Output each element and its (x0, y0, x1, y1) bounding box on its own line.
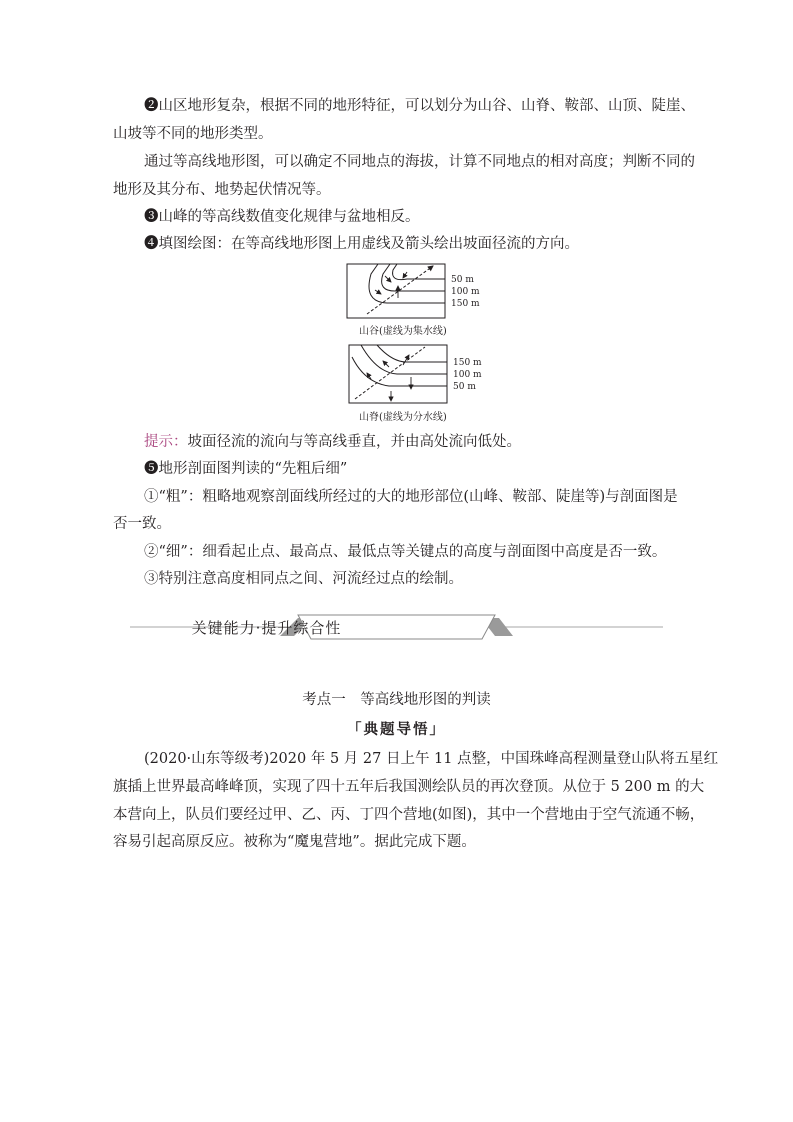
point-5: ❺地形剖面图判读的“先粗后细” (144, 461, 348, 477)
question-line-2: 旗插上世界最高峰峰顶，实现了四十五年后我国测绘队员的再次登顶。从位于 5 200 m 的大 (113, 779, 705, 795)
point-4: ❹填图绘图：在等高线地形图上用虚线及箭头绘出坡面径流的方向。 (144, 236, 579, 252)
valley-contour-diagram (345, 262, 485, 322)
point-2-line-4: 地形及其分布、地势起伏情况等。 (113, 182, 331, 198)
ridge-contour-100 (361, 345, 447, 374)
point-2-line-1: ❷山区地形复杂，根据不同的地形特征，可以划分为山谷、山脊、鞍部、山顶、陡崖、 (144, 98, 695, 114)
valley-contour-150 (369, 264, 445, 303)
point-2-line-3: 通过等高线地形图，可以确定不同地点的海拔，计算不同地点的相对高度；判断不同的 (144, 154, 695, 170)
valley-caption: 山谷(虚线为集水线) (359, 326, 447, 337)
question-line-1: (2020·山东等级考)2020 年 5 月 27 日上午 11 点整，中国珠峰高程测量登山队将五星红 (144, 751, 719, 767)
valley-contour-50 (393, 264, 445, 280)
ridge-contour-150 (377, 345, 447, 362)
question-line-3: 本营向上，队员们要经过甲、乙、丙、丁四个营地(如图)，其中一个营地由于空气流通不畅， (113, 807, 705, 823)
profile-item-1-b: 否一致。 (113, 516, 171, 532)
ridge-label-150: 150 m (453, 358, 482, 368)
banner-title: 关键能力·提升综合性 (191, 619, 342, 637)
hint-line (144, 432, 521, 452)
profile-item-1-a: ①“粗”：粗略地观察剖面线所经过的大的地形部位(山峰、鞍部、陡崖等)与剖面图是 (144, 489, 678, 505)
valley-label-150: 150 m (451, 299, 480, 309)
valley-label-50: 50 m (451, 275, 474, 285)
profile-item-2: ②“细”：细看起止点、最高点、最低点等关键点的高度与剖面图中高度是否一致。 (144, 544, 667, 560)
valley-line (367, 266, 433, 314)
question-line-4: 容易引起高原反应。被称为“魔鬼营地”。据此完成下题。 (113, 834, 476, 850)
point-2-line-2: 山坡等不同的地形类型。 (113, 126, 273, 142)
profile-item-3: ③特别注意高度相同点之间、河流经过点的绘制。 (144, 571, 463, 587)
kaodian-title: 考点一 等高线地形图的判读 (302, 692, 491, 708)
ridge-label-100: 100 m (453, 370, 482, 380)
hint-text: 坡面径流的流向与等高线垂直，并由高处流向低处。 (187, 434, 521, 450)
dianti-subtitle: 「典题导悟」 (347, 722, 446, 738)
valley-label-100: 100 m (451, 287, 480, 297)
valley-contour-100 (382, 264, 445, 291)
point-3: ❸山峰的等高线数值变化规律与盆地相反。 (144, 209, 420, 225)
ridge-caption: 山脊(虚线为分水线) (359, 412, 447, 423)
hint-label: 提示： (144, 434, 188, 450)
ridge-label-50: 50 m (453, 382, 476, 392)
ridge-contour-diagram (347, 343, 487, 407)
